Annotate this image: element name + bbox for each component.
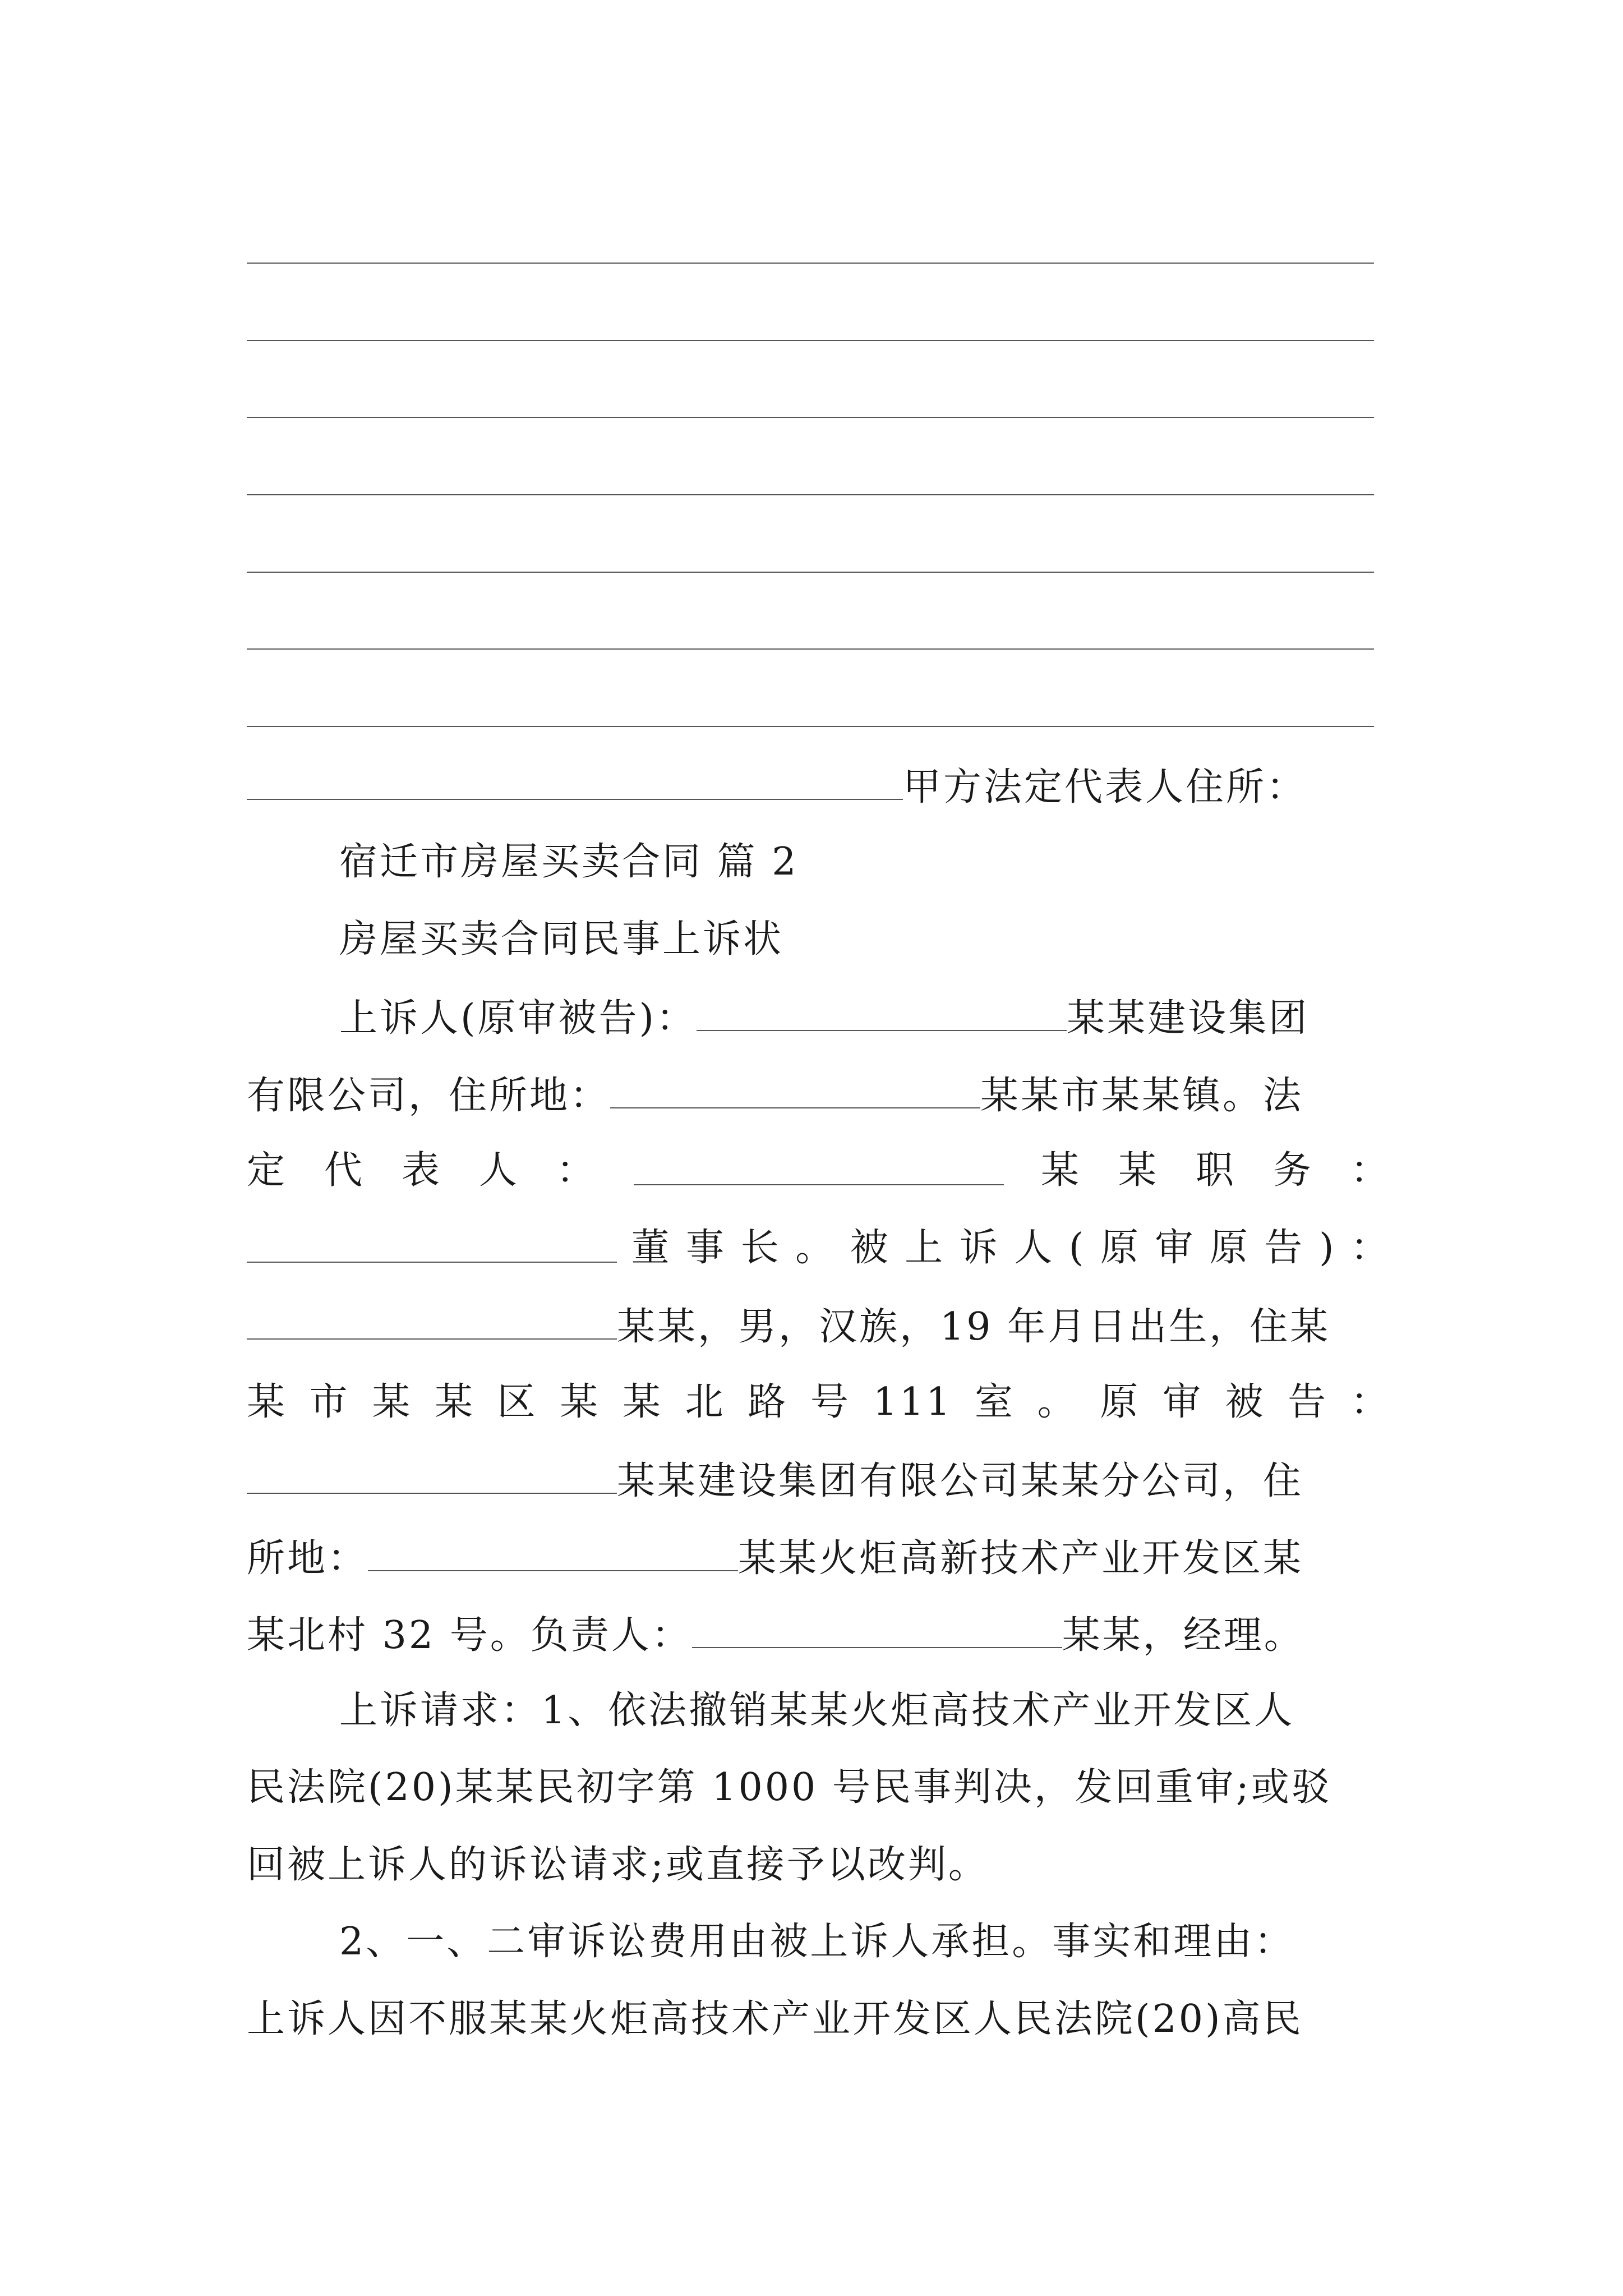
responsible-person-line: 某北村 32 号。负责人： 某某，经理。 (247, 1613, 1304, 1658)
branch-address-line: 所地： 某某火炬高新技术产业开发区某 (247, 1536, 1304, 1581)
appellant-line: 上诉人(原审被告)： 某某建设集团 (339, 996, 1310, 1041)
appellee-line: 董 事 长 。 被 上 诉 人 ( 原 审 原 告 ) ： (247, 1229, 1391, 1274)
legal-rep-line: 定 代 表 人 ： 某 某 职 务 ： (247, 1148, 1391, 1193)
blank-rule-line (247, 648, 1374, 650)
appeal-request-line-3: 回被上诉人的诉讼请求;或直接予以改判。 (247, 1843, 989, 1887)
appellant-address-line: 有限公司，住所地： 某某市某某镇。法 (247, 1074, 1304, 1118)
section-title: 宿迁市房屋买卖合同 篇 2 (339, 840, 799, 884)
blank-rule-line (247, 417, 1374, 418)
blank-rule-line (247, 572, 1374, 573)
rep-address-label: 甲方法定代表人住所： (903, 765, 1307, 809)
fill-blank (247, 1306, 617, 1340)
blank-rule-line (247, 340, 1374, 341)
facts-reasons-line-1: 2、一、二审诉讼费用由被上诉人承担。事实和理由： (339, 1920, 1295, 1964)
fill-blank (692, 1614, 1062, 1648)
facts-reasons-line-2: 上诉人因不服某某火炬高技术产业开发区人民法院(20)高民 (247, 1997, 1303, 2041)
rep-address-line (247, 766, 1307, 811)
fill-blank (634, 1152, 1004, 1185)
blank-rule-line (247, 494, 1374, 495)
fill-blank (247, 1229, 617, 1263)
blank-rule-line (247, 263, 1374, 264)
fill-blank (247, 766, 903, 800)
appellee-detail-line: 某某，男，汉族，19 年月日出生，住某 (247, 1306, 1330, 1351)
fill-blank (247, 1460, 617, 1494)
blank-rule-line (247, 726, 1374, 727)
fill-blank (368, 1538, 738, 1571)
fill-blank (610, 1075, 980, 1108)
appeal-request-line-2: 民法院(20)某某民初字第 1000 号民事判决，发回重审;或驳 (247, 1765, 1332, 1810)
fill-blank (697, 997, 1067, 1031)
document-title: 房屋买卖合同民事上诉状 (339, 917, 784, 961)
branch-company-line: 某某建设集团有限公司某某分公司，住 (247, 1460, 1303, 1505)
appeal-request-line-1: 上诉请求：1、依法撤销某某火炬高技术产业开发区人 (339, 1688, 1295, 1733)
appellee-address-line: 某 市 某 某 区 某 某 北 路 号 111 室 。 原 审 被 告 ： (247, 1380, 1391, 1424)
